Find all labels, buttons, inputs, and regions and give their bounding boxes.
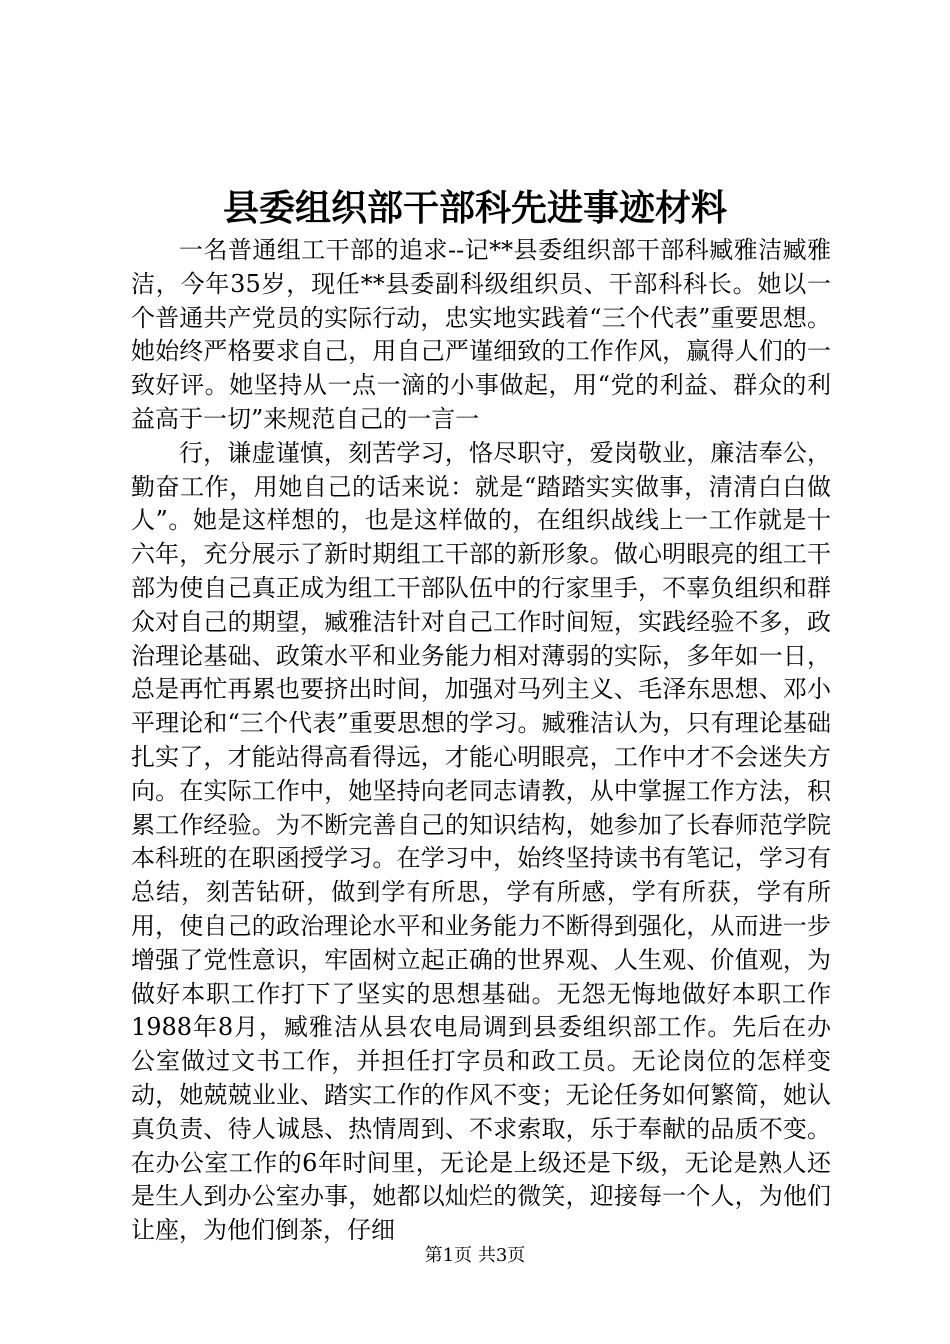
page-footer: 第1页 共3页 xyxy=(424,1245,526,1266)
document-title: 县委组织部干部科先进事迹材料 xyxy=(222,187,727,229)
paragraph-2: 行，谦虚谨慎，刻苦学习，恪尽职守，爱岗敬业，廉洁奉公，勤奋工作，用她自己的话来说：就是“踏踏实实做事，清清白白做人”。她是这样想的，也是这样做的，在组织战线上一工作就是十六年，充分展示了新时期组工干部的新形象。做心明眼亮的组工干部为使自己真正成为组工干部队伍中的行家里手，不辜负组织和群众对自己的期望，臧雅洁针对自己工作时间短，实践经验不多，政治理论基础、政策水平和业务能力相对薄弱的实际，多年如一日，总是再忙再累也要挤出时间，加强对马列主义、毛泽东思想、邓小平理论和“三个代表”重要思想的学习。臧雅洁认为，只有理论基础扎实了，才能站得高看得远，才能心明眼亮，工作中才不会迷失方向。在实际工作中，她坚持向老同志请教，从中掌握工作方法，积累工作经验。为不断完善自己的知识结构，她参加了长春师范学院本科班的在职函授学习。在学习中，始终坚持读书有笔记，学习有总结，刻苦钻研，做到学有所思，学有所感，学有所获，学有所用，使自己的政治理论水平和业务能力不断得到强化，从而进一步增强了党性意识，牢固树立起正确的世界观、人生观、价值观，为做好本职工作打下了坚实的思想基础。无怨无悔地做好本职工作1988年8月，臧雅洁从县农电局调到县委组织部工作。先后在办公室做过文书工作，并担任打字员和政工员。无论岗位的怎样变动，她兢兢业业、踏实工作的作风不变；无论任务如何繁简，她认真负责、待人诚恳、热情周到、不求索取，乐于奉献的品质不变。在办公室工作的6年时间里，无论是上级还是下级，无论是熟人还是生人到办公室办事，她都以灿烂的微笑，迎接每一个人，为他们让座，为他们倒茶，仔细 xyxy=(131,438,831,1245)
paragraph-1: 一名普通组工干部的追求--记**县委组织部干部科臧雅洁臧雅洁，今年35岁，现任**县委副科级组织员、干部科科长。她以一个普通共产党员的实际行动，忠实地实践着“三个代表”重要思想。她始终严格要求自己，用自己严谨细致的工作作风，赢得人们的一致好评。她坚持从一点一滴的小事做起，用“党的利益、群众的利益高于一切”来规范自己的一言一 xyxy=(131,236,831,433)
document-body xyxy=(131,234,831,1248)
